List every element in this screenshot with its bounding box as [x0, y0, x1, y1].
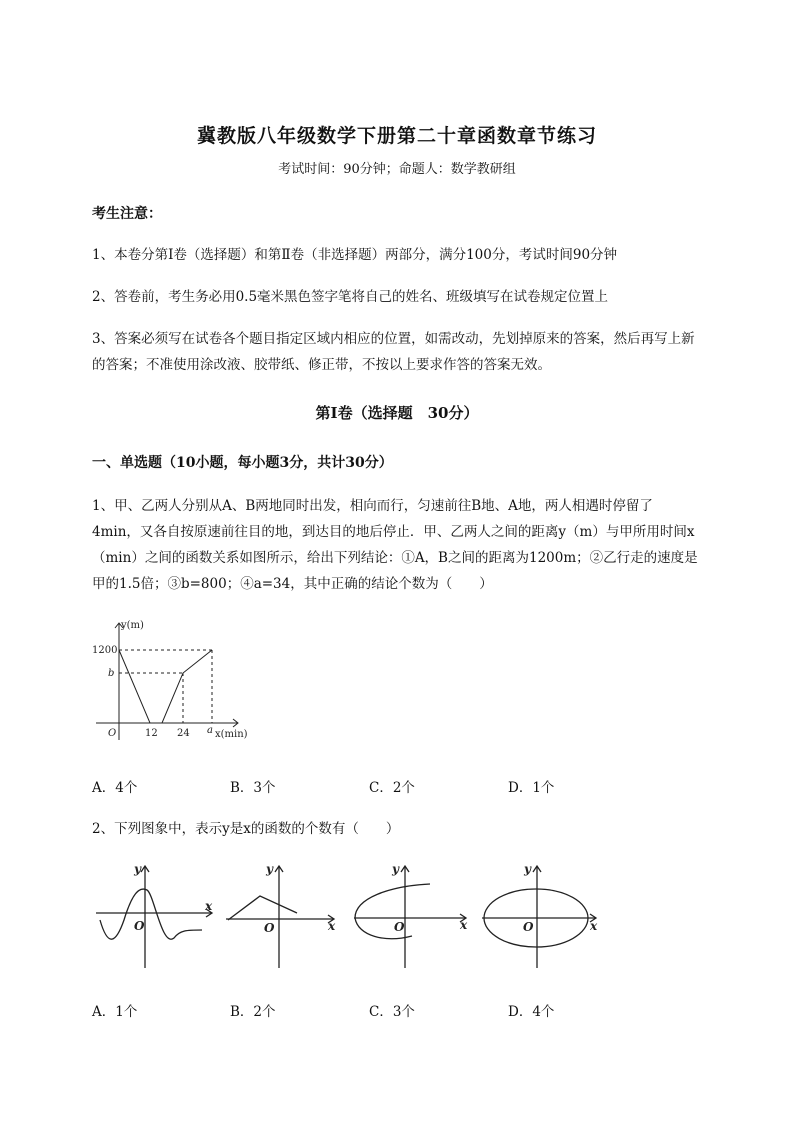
notice-item: 2、答卷前，考生务必用0.5毫米黑色签字笔将自己的姓名、班级填写在试卷规定位置上	[92, 289, 609, 305]
q1-y-tick-1200: 1200	[92, 645, 118, 656]
q2-graph-4-y-label: y	[524, 862, 531, 876]
q1-origin: O	[108, 728, 117, 739]
q2-option-d[interactable]: D．4个	[508, 1004, 555, 1020]
q1-distance-line	[119, 650, 212, 723]
notice-item: 1、本卷分第I卷（选择题）和第Ⅱ卷（非选择题）两部分，满分100分，考试时间90分钟	[92, 247, 618, 263]
q1-x-tick-24: 24	[177, 728, 190, 739]
q1-stem-line: 甲的1.5倍；③b=800；④a=34，其中正确的结论个数为（ ）	[92, 576, 493, 592]
section-title: 第I卷（选择题 30分）	[315, 404, 479, 422]
q1-stem-line: （min）之间的函数关系如图所示，给出下列结论：①A，B之间的距离为1200m；②乙行走的速度是	[92, 550, 698, 566]
q2-graph-4	[480, 858, 610, 973]
document-subtitle: 考试时间：90分钟；命题人：数学教研组	[278, 162, 516, 177]
q2-graph-2	[222, 858, 352, 973]
q2-graph-1-x-label: x	[205, 899, 213, 913]
part-heading: 一、单选题（10小题，每小题3分，共计30分）	[92, 455, 393, 471]
q1-option-c[interactable]: C．2个	[369, 780, 415, 796]
q2-graph-3-y-label: y	[392, 862, 399, 876]
q1-option-b[interactable]: B．3个	[230, 780, 276, 796]
q1-x-tick-a: a	[207, 725, 213, 736]
q2-graph-4-x-label: x	[590, 919, 598, 933]
q2-option-a[interactable]: A．1个	[92, 1004, 138, 1020]
q1-y-tick-b: b	[108, 668, 115, 679]
notice-item: 的答案；不准使用涂改液、胶带纸、修正带，不按以上要求作答的答案无效。	[92, 357, 551, 373]
q2-stem: 2、下列图象中，表示y是x的函数的个数有（ ）	[92, 821, 400, 837]
q2-graph-1-origin: O	[134, 919, 145, 933]
q2-graph-2-origin: O	[264, 921, 275, 935]
q2-graph-1	[92, 858, 222, 973]
q2-option-b[interactable]: B．2个	[230, 1004, 276, 1020]
q1-option-d[interactable]: D．1个	[508, 780, 555, 796]
document-title: 冀教版八年级数学下册第二十章函数章节练习	[196, 125, 597, 147]
q1-x-label: x(min)	[215, 729, 248, 740]
q1-x-tick-12: 12	[145, 728, 158, 739]
q2-graph-2-y-label: y	[266, 862, 273, 876]
q2-graph-1-y-label: y	[134, 862, 141, 876]
q2-graph-4-origin: O	[523, 920, 534, 934]
q1-graph	[88, 615, 258, 745]
q2-option-c[interactable]: C．3个	[369, 1004, 415, 1020]
q1-y-label: y(m)	[121, 620, 144, 631]
notice-item: 3、答案必须写在试卷各个题目指定区域内相应的位置，如需改动，先划掉原来的答案，然后再写上新	[92, 331, 695, 347]
q1-option-a[interactable]: A．4个	[92, 780, 138, 796]
q1-stem-line: 1、甲、乙两人分别从A、B两地同时出发，相向而行，匀速前往B地、A地，两人相遇时停留了	[92, 498, 653, 514]
q1-stem-line: 4min，又各自按原速前往目的地，到达目的地后停止．甲、乙两人之间的距离y（m）与甲所用时间x	[92, 524, 695, 540]
q2-graph-2-x-label: x	[328, 919, 336, 933]
q2-graph-3-origin: O	[394, 920, 405, 934]
notice-heading: 考生注意：	[92, 206, 162, 222]
q2-graph-3	[350, 858, 480, 973]
q2-graph-3-x-label: x	[460, 918, 468, 932]
